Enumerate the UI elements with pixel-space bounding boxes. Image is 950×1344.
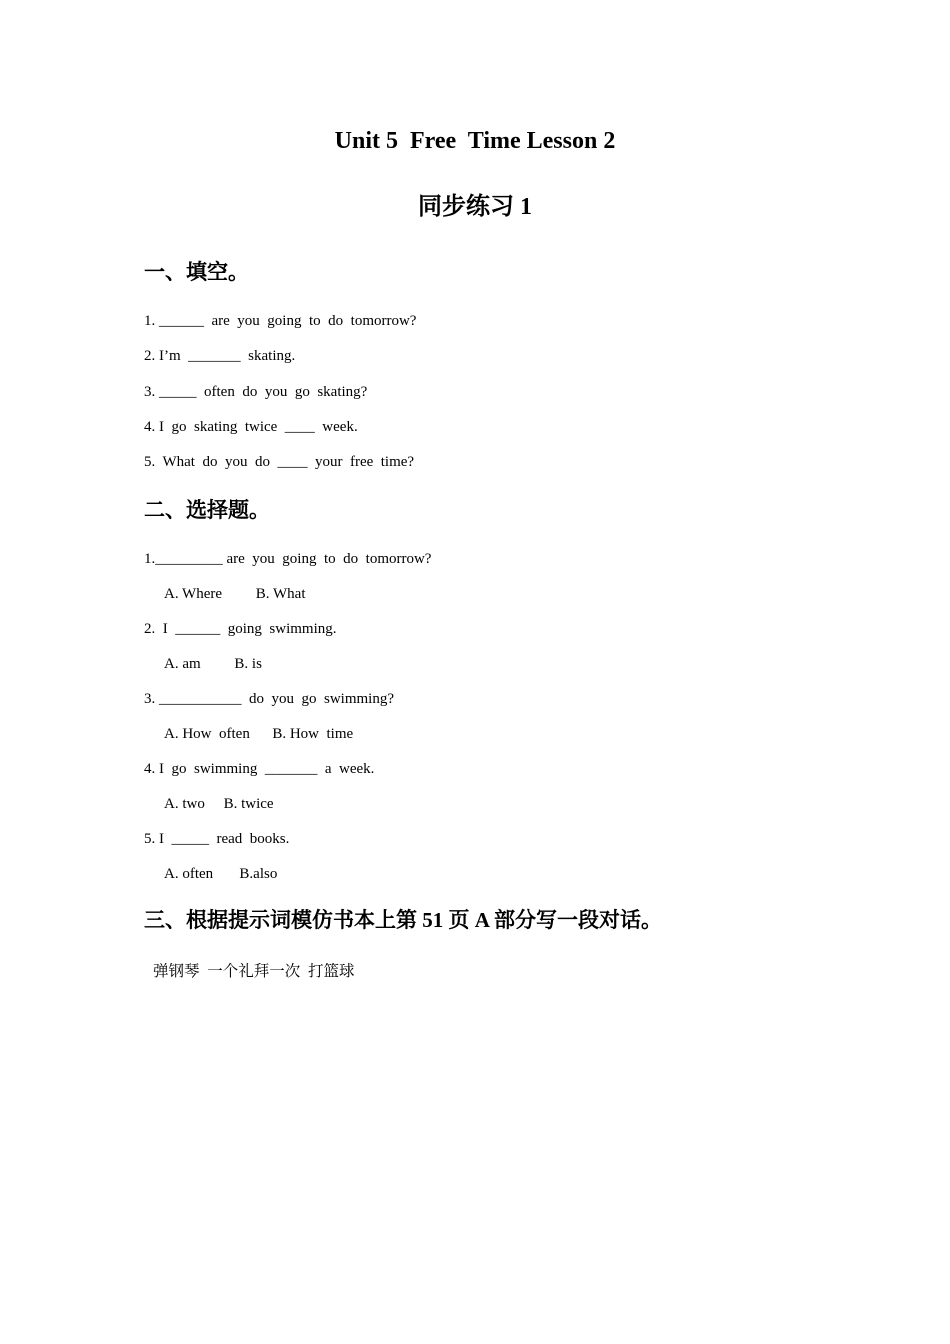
choice-question-4: 4. I go swimming _______ a week. bbox=[144, 761, 375, 777]
choice-options-1: A. Where B. What bbox=[164, 586, 306, 602]
fill-question-4: 4. I go skating twice ____ week. bbox=[144, 419, 358, 435]
choice-question-2: 2. I ______ going swimming. bbox=[144, 621, 337, 637]
choice-question-5: 5. I _____ read books. bbox=[144, 831, 290, 847]
choice-options-2: A. am B. is bbox=[164, 656, 262, 672]
section-2-heading: 二、选择题。 bbox=[144, 498, 270, 522]
fill-question-2: 2. I’m _______ skating. bbox=[144, 348, 296, 364]
choice-options-4: A. two B. twice bbox=[164, 796, 274, 812]
section-3-hint-words: 弹钢琴 一个礼拜一次 打篮球 bbox=[153, 963, 355, 980]
fill-question-5: 5. What do you do ____ your free time? bbox=[144, 454, 415, 470]
document-subtitle: 同步练习 1 bbox=[418, 194, 532, 220]
choice-question-3: 3. ___________ do you go swimming? bbox=[144, 691, 394, 707]
choice-question-1: 1._________ are you going to do tomorrow? bbox=[144, 551, 432, 567]
fill-question-1: 1. ______ are you going to do tomorrow? bbox=[144, 313, 417, 329]
choice-options-5: A. often B.also bbox=[164, 866, 278, 882]
document-title: Unit 5 Free Time Lesson 2 bbox=[334, 128, 616, 154]
choice-options-3: A. How often B. How time bbox=[164, 726, 354, 742]
fill-question-3: 3. _____ often do you go skating? bbox=[144, 384, 368, 400]
section-1-heading: 一、填空。 bbox=[144, 260, 249, 284]
section-3-heading: 三、根据提示词模仿书本上第 51 页 A 部分写一段对话。 bbox=[144, 908, 663, 932]
